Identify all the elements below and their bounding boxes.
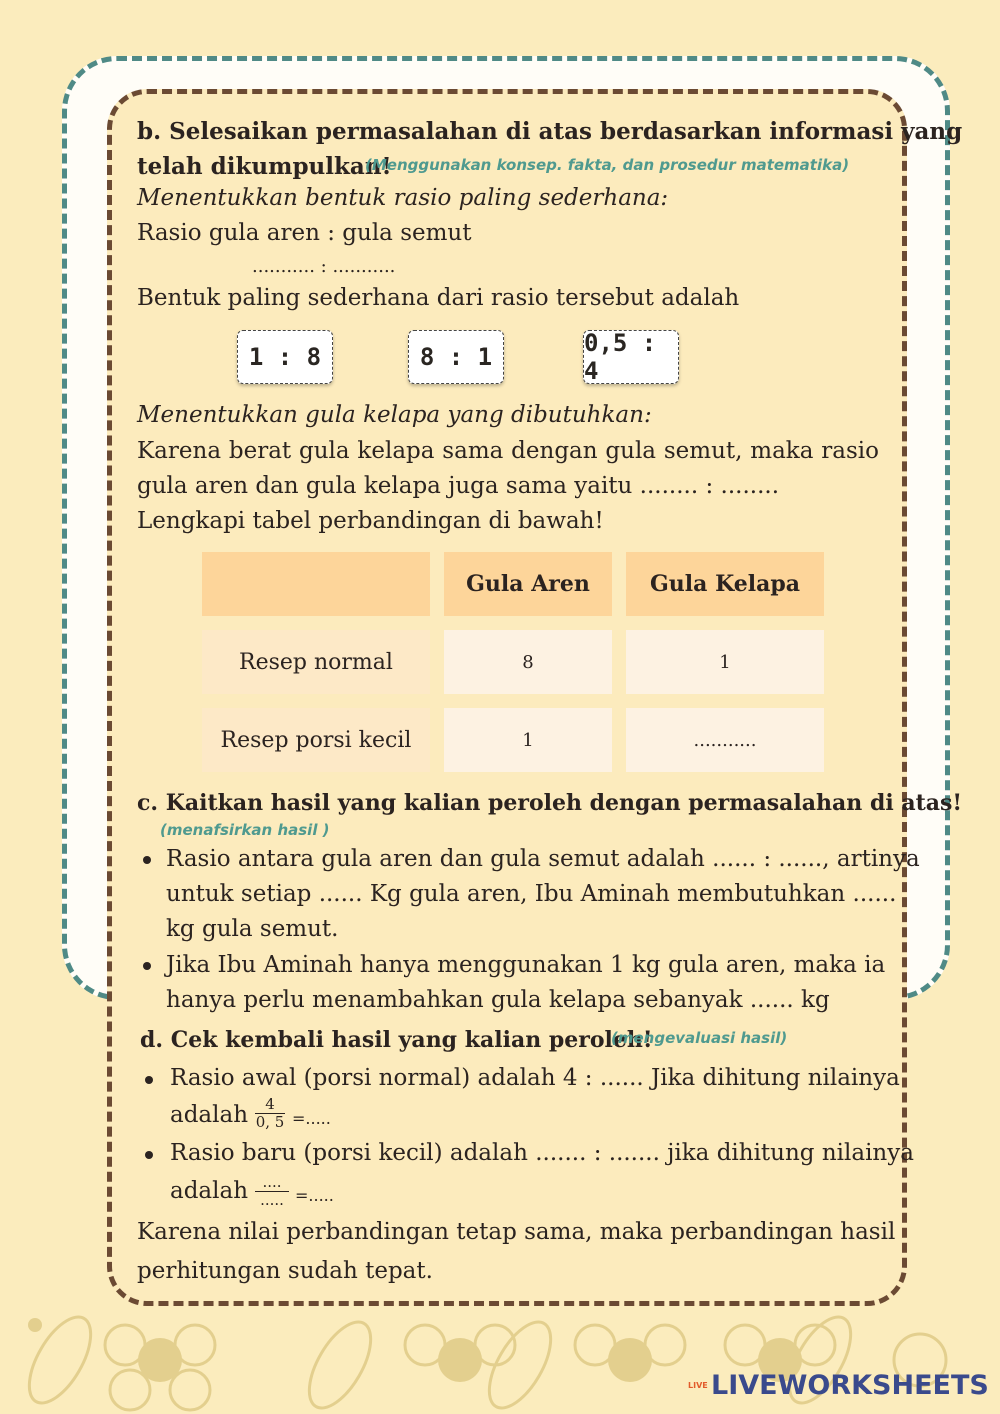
closing-line-1: Karena nilai perbandingan tetap sama, maka perbandingan hasil (137, 1219, 896, 1245)
table-row-small-label: Resep porsi kecil (202, 708, 430, 772)
bullet-dot (143, 962, 151, 970)
table-row-normal-label: Resep normal (202, 630, 430, 694)
logo-text: LIVEWORKSHEETS (711, 1370, 989, 1401)
table-cell-small-aren[interactable]: 1 (444, 708, 612, 772)
fraction-4-over-0-5 (255, 1097, 285, 1130)
ratio-label: Rasio gula aren : gula semut (137, 220, 472, 246)
table-cell-small-kelapa[interactable]: ........... (626, 708, 824, 772)
bullet-dot (145, 1076, 153, 1084)
ratio-blank[interactable]: ........... : ........... (252, 256, 396, 277)
d-bullet-1-prefix: adalah (170, 1102, 249, 1128)
table-cell-normal-aren[interactable]: 8 (444, 630, 612, 694)
closing-line-2: perhitungan sudah tepat. (137, 1258, 433, 1284)
logo-badge: LIVE (688, 1380, 708, 1390)
subheading-ratio: Menentukkan bentuk rasio paling sederhana: (137, 185, 669, 211)
d-bullet-2-line-1: Rasio baru (porsi kecil) adalah ....... : ....... jika dihitung nilainya (170, 1140, 914, 1166)
paragraph-line-2: gula aren dan gula kelapa juga sama yaitu ........ : ........ (137, 473, 780, 499)
section-c-note: (menafsirkan hasil ) (160, 821, 330, 839)
fraction-numerator[interactable]: .... (262, 1173, 282, 1191)
ratio-option-1-8[interactable]: 1 : 8 (237, 330, 333, 384)
bullet-dot (145, 1151, 153, 1159)
c-bullet-2-line-2: hanya perlu menambahkan gula kelapa sebanyak ...... kg (166, 987, 830, 1013)
subheading-coconut-sugar: Menentukkan gula kelapa yang dibutuhkan: (137, 402, 652, 428)
table-header-gula-aren: Gula Aren (444, 552, 612, 616)
c-bullet-1-line-1: Rasio antara gula aren dan gula semut adalah ...... : ......, artinya (166, 846, 920, 872)
simplest-form-text: Bentuk paling sederhana dari rasio tersebut adalah (137, 285, 740, 311)
c-bullet-1-line-3: kg gula semut. (166, 916, 339, 942)
d-bullet-2-prefix: adalah (170, 1178, 249, 1204)
c-bullet-1-line-2: untuk setiap ...... Kg gula aren, Ibu Aminah membutuhkan ...... (166, 881, 897, 907)
fraction-denominator: 0, 5 (255, 1113, 285, 1131)
section-b-note: (Menggunakan konsep. fakta, dan prosedur matematika) (365, 156, 850, 174)
ratio-option-8-1[interactable]: 8 : 1 (408, 330, 504, 384)
section-b-heading: b. Selesaikan permasalahan di atas berdasarkan informasi yang (137, 118, 963, 145)
section-c-heading: c. Kaitkan hasil yang kalian peroleh dengan permasalahan di atas! (137, 790, 963, 816)
section-b-heading-cont: telah dikumpulkan! (137, 153, 392, 180)
liveworksheets-logo (688, 1370, 989, 1401)
section-d-heading: d. Cek kembali hasil yang kalian peroleh! (140, 1027, 653, 1053)
paragraph-line-1: Karena berat gula kelapa sama dengan gula semut, maka rasio (137, 438, 879, 464)
table-intro: Lengkapi tabel perbandingan di bawah! (137, 508, 604, 534)
bullet-dot (143, 856, 151, 864)
table-header-gula-kelapa: Gula Kelapa (626, 552, 824, 616)
table-cell-normal-kelapa[interactable]: 1 (626, 630, 824, 694)
fraction-denominator[interactable]: ..... (260, 1191, 284, 1209)
ratio-option-0-5-4[interactable]: 0,5 : 4 (583, 330, 679, 384)
fraction-blank (255, 1175, 289, 1208)
c-bullet-2-line-1: Jika Ibu Aminah hanya menggunakan 1 kg gula aren, maka ia (166, 952, 886, 978)
fraction-numerator: 4 (265, 1095, 275, 1113)
d-bullet-2-result[interactable]: =..... (295, 1186, 334, 1205)
section-d-note: (mengevaluasi hasil) (611, 1029, 788, 1047)
d-bullet-1-result[interactable]: =..... (292, 1109, 331, 1128)
table-header-empty (202, 552, 430, 616)
d-bullet-1-line-1: Rasio awal (porsi normal) adalah 4 : ...... Jika dihitung nilainya (170, 1065, 900, 1091)
